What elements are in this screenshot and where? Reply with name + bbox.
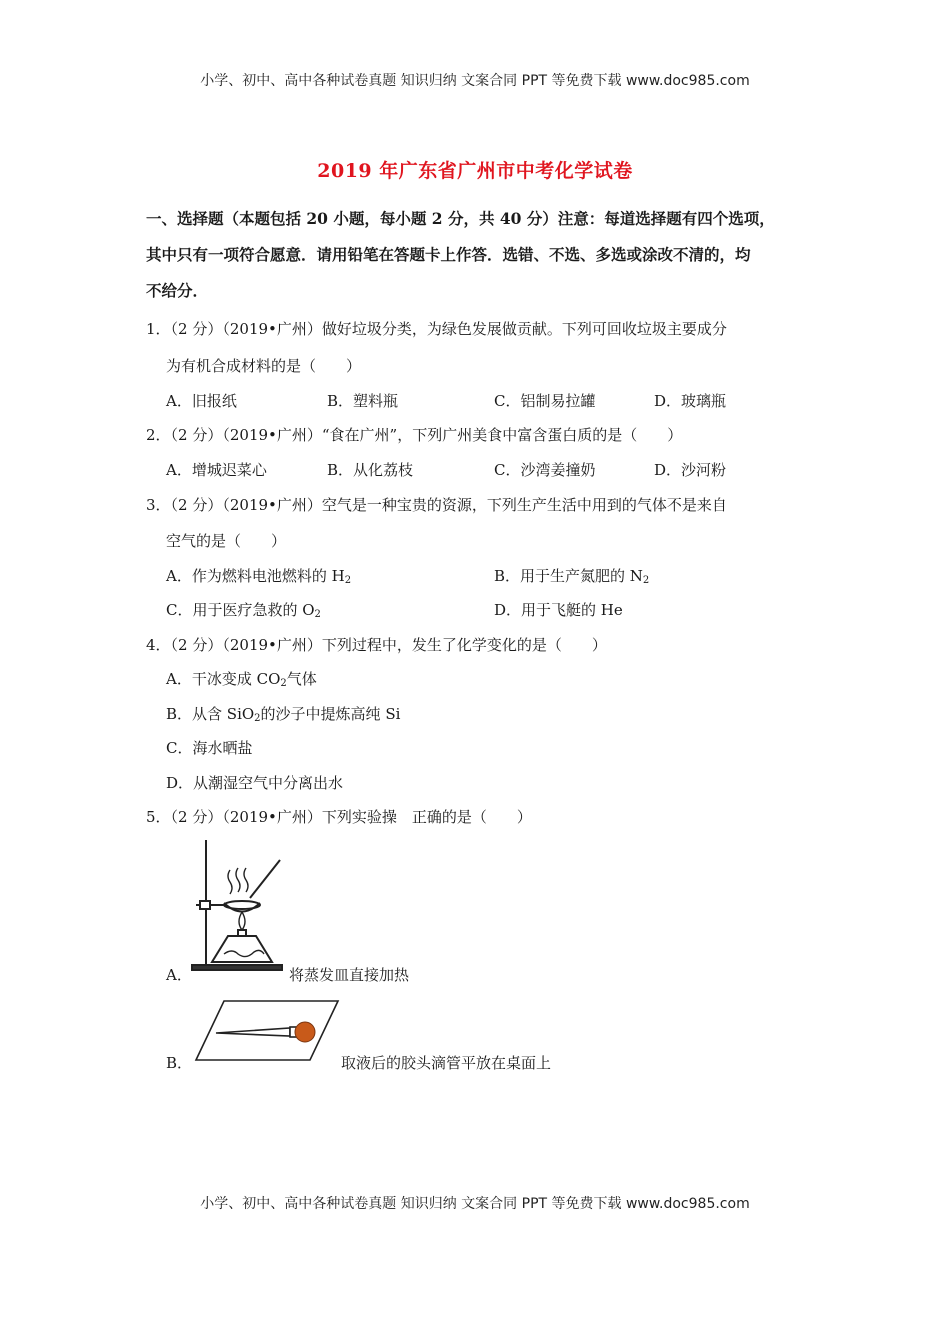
q3-option-c-text: C．用于医疗急救的 O	[166, 601, 315, 619]
q1-option-b: B．塑料瓶	[327, 392, 399, 410]
q2-option-a: A．增城迟菜心	[166, 461, 267, 479]
q4-option-b	[166, 703, 400, 724]
q3-option-a	[166, 565, 351, 586]
q3-option-b-subscript: 2	[642, 575, 650, 586]
page-footer: 小学、初中、高中各种试卷真题 知识归纳 文案合同 PPT 等免费下载 www.doc985.com	[200, 1196, 750, 1212]
q5-option-a-text: 将蒸发皿直接加热	[289, 966, 410, 984]
q3-stem-line-1: 3．（2 分）（2019•广州）空气是一种宝贵的资源，下列生产生活中用到的气体不是来自	[146, 496, 727, 514]
q3-option-a-subscript: 2	[344, 575, 352, 586]
q4-option-a-subscript: 2	[280, 678, 287, 689]
q4-option-b-subscript: 2	[254, 713, 261, 724]
dropper-on-table-illustration	[192, 996, 342, 1066]
q4-option-b-pre: B．从含 SiO	[166, 705, 255, 723]
q2-option-d: D．沙河粉	[654, 461, 727, 479]
q2-stem-line-1: 2．（2 分）（2019•广州）“食在广州”，下列广州美食中富含蛋白质的是（ ）	[146, 426, 683, 444]
q3-stem-line-2: 空气的是（ ）	[166, 532, 287, 550]
q5-option-a-label: A．	[166, 966, 192, 984]
q4-option-d: D．从潮湿空气中分离出水	[166, 774, 344, 792]
q3-option-b	[494, 565, 649, 586]
q1-option-c: C．铝制易拉罐	[494, 392, 596, 410]
q3-option-a-text: A．作为燃料电池燃料的 H	[166, 567, 345, 585]
q4-stem-line-1: 4．（2 分）（2019•广州）下列过程中，发生了化学变化的是（ ）	[146, 636, 607, 654]
section-line-3: 不给分．	[146, 281, 209, 300]
q2-option-c: C．沙湾姜撞奶	[494, 461, 596, 479]
q3-option-c-subscript: 2	[314, 609, 321, 620]
q4-option-a	[166, 668, 317, 689]
evaporation-apparatus-illustration	[186, 836, 286, 974]
page-header: 小学、初中、高中各种试卷真题 知识归纳 文案合同 PPT 等免费下载 www.doc985.com	[200, 73, 750, 89]
q5-stem-line-1: 5．（2 分）（2019•广州）下列实验操 正确的是（ ）	[146, 808, 532, 826]
q4-option-a-pre: A．干冰变成 CO	[166, 670, 281, 688]
q3-option-d: D．用于飞艇的 He	[494, 601, 623, 619]
q3-option-b-text: B．用于生产氮肥的 N	[494, 567, 643, 585]
section-line-1: 一、选择题（本题包括 20 小题，每小题 2 分，共 40 分）注意：每道选择题有四个选项，	[146, 209, 775, 228]
section-instructions	[146, 201, 808, 309]
q4-option-c: C．海水晒盐	[166, 739, 253, 757]
q4-option-b-post: 的沙子中提炼高纯 Si	[260, 705, 401, 723]
q1-stem-line-1: 1．（2 分）（2019•广州）做好垃圾分类，为绿色发展做贡献。下列可回收垃圾主要成分	[146, 320, 727, 338]
q1-stem-line-2: 为有机合成材料的是（ ）	[166, 357, 362, 375]
q5-option-b-label: B．	[166, 1054, 193, 1072]
q2-option-b: B．从化荔枝	[327, 461, 414, 479]
q1-option-a: A．旧报纸	[166, 392, 237, 410]
section-line-2: 其中只有一项符合愿意．请用铅笔在答题卡上作答．选错、不选、多选或涂改不清的，均	[146, 245, 751, 264]
q4-option-a-post: 气体	[286, 670, 317, 688]
q3-option-c	[166, 599, 321, 620]
q5-option-b-text: 取液后的胶头滴管平放在桌面上	[341, 1054, 552, 1072]
page-title: 2019 年广东省广州市中考化学试卷	[317, 160, 633, 182]
q1-option-d: D．玻璃瓶	[654, 392, 727, 410]
